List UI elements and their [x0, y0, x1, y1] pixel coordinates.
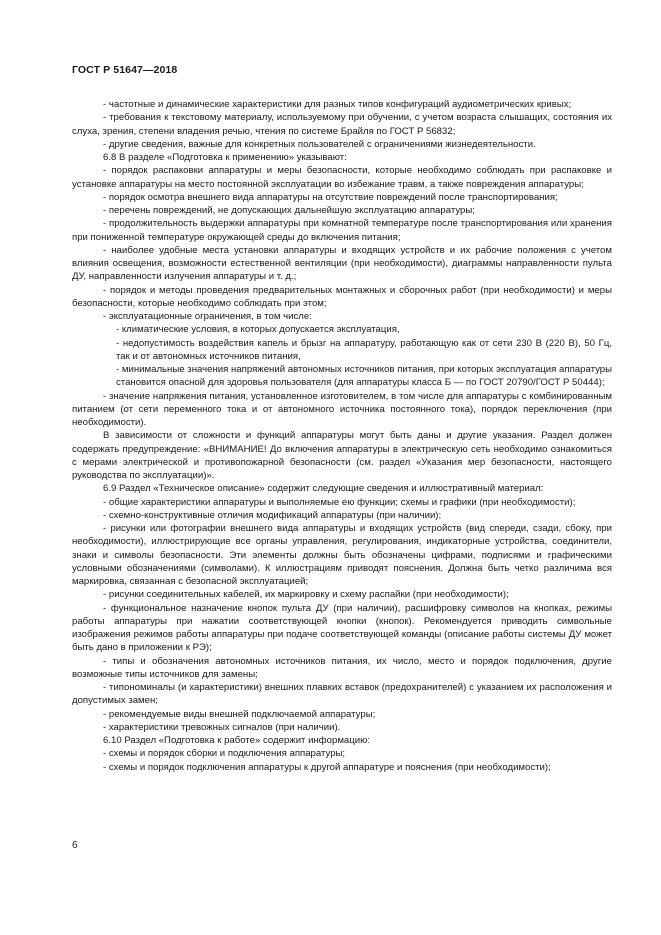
paragraph: - типы и обозначения автономных источников питания, их число, место и порядок подключения, другие возможные типы источников для замены;	[72, 655, 612, 680]
paragraph: - порядок и методы проведения предварительных монтажных и сборочных работ (при необходимости) и меры безопасности, которые необходимо соблюдать при этом;	[72, 284, 612, 309]
paragraph: - другие сведения, важные для конкретных пользователей с ограничениями жизнедеятельности.	[103, 138, 536, 150]
paragraph: - наиболее удобные места установки аппаратуры и входящих устройств и их рабочие положения с учетом влияния освещения, возможности естественной вентиляции (при необходимости), диаграммы направленности пульта ДУ, направленности излучения аппаратуры и т. д.;	[72, 244, 612, 283]
paragraph: - рисунки или фотографии внешнего вида аппаратуры и входящих устройств (вид спереди, сзади, сбоку, при необходимости), иллюстрирующие все органы управления, регулирования, индикаторные устройства, соединители, знаки и символы безопасности. Эти элементы должны быть обозначены цифрами, подписями и графическими условными обозначениями (символами). К иллюстрациям приводят пояснения. Должна быть четко различима вся маркировка, связанная с безопасной эксплуатацией;	[72, 523, 612, 587]
section-heading-6-8: 6.8 В разделе «Подготовка к применению» указывают:	[103, 152, 347, 163]
paragraph: - рекомендуемые виды внешней подключаемой аппаратуры;	[103, 708, 376, 720]
paragraph: - схемно-конструктивные отличия модификаций аппаратуры (при наличии);	[103, 509, 442, 521]
document-header: ГОСТ Р 51647—2018	[72, 64, 178, 76]
section-heading-6-9: 6.9 Раздел «Техническое описание» содержит следующие сведения и иллюстративный материал:	[103, 483, 544, 495]
paragraph: - характеристики тревожных сигналов (при наличии).	[103, 721, 341, 733]
section-heading-6-10: 6.10 Раздел «Подготовка к работе» содержит информацию:	[103, 735, 370, 746]
page-number: 6	[72, 840, 78, 851]
paragraph: - общие характеристики аппаратуры и выполняемые ею функции; схемы и графики (при необходимости);	[103, 496, 576, 508]
sub-list-item: - минимальные значения напряжений автономных источников питания, при которых эксплуатация аппаратуры становится опасной для здоровья пользователя (для аппаратуры класса Б — по ГОСТ 20790/ГОСТ Р 50444);	[116, 364, 612, 389]
sub-list-item: - климатические условия, в которых допускается эксплуатация,	[116, 324, 400, 336]
paragraph: - рисунки соединительных кабелей, их маркировку и схему распайки (при необходимости);	[103, 589, 509, 601]
sub-list-item: - недопустимость воздействия капель и брызг на аппаратуру, работающую как от сети 230 В (220 В), 50 Гц, так и от автономных источников питания,	[116, 337, 612, 362]
paragraph: - порядок осмотра внешнего вида аппаратуры на отсутствие повреждений после транспортирования;	[103, 191, 558, 203]
paragraph: - эксплуатационные ограничения, в том числе:	[103, 311, 312, 322]
paragraph: - перечень повреждений, не допускающих дальнейшую эксплуатацию аппаратуры;	[103, 205, 475, 216]
paragraph: - частотные и динамические характеристики для разных типов конфигураций аудиометрических кривых;	[103, 99, 572, 110]
paragraph: - типономиналы (и характеристики) внешних плавких вставок (предохранителей) с указанием их расположения и допустимых замен;	[72, 682, 612, 707]
paragraph: - порядок распаковки аппаратуры и меры безопасности, которые необходимо соблюдать при распаковке и установке аппаратуры на место постоянной эксплуатации во избежание травм, а также повреждения аппаратуры;	[72, 165, 612, 190]
paragraph: - значение напряжения питания, установленное изготовителем, в том числе для аппаратуры с комбинированным питанием (от сети переменного тока и от автономного источника постоянного тока), порядок переключения (при необходимости).	[72, 390, 612, 428]
paragraph: - схемы и порядок подключения аппаратуры к другой аппаратуре и пояснения (при необходимости);	[103, 761, 551, 773]
paragraph: - схемы и порядок сборки и подключения аппаратуры;	[103, 748, 346, 760]
paragraph: В зависимости от сложности и функций аппаратуры могут быть даны и другие указания. Раздел должен содержать предупреждение: «ВНИМАНИЕ! До включения аппаратуры в электрическую сеть необходимо ознакомиться с мерами электрической и противопожарной безопасности (см. раздел «Указания мер безопасности, настоящего руководства по эксплуатации)».	[72, 430, 612, 481]
document-body	[72, 98, 612, 774]
paragraph: - продолжительность выдержки аппаратуры при комнатной температуре после транспортирования или хранения при пониженной температуре окружающей среды до включения питания;	[72, 218, 612, 243]
paragraph: - функциональное назначение кнопок пульта ДУ (при наличии), расшифровку символов на кнопках, режимы работы аппаратуры при нажатии соответствующей кнопки (кнопок). Рекомендуется приводить символьные изображения режимов работы аппаратуры при подаче соответствующей команды (описание работы системы ДУ может быть дано в приложении к РЭ);	[72, 602, 612, 654]
paragraph: - требования к текстовому материалу, используемому при обучении, с учетом возраста слышащих, состояния их слуха, зрения, степени владения речью, чтения по системе Брайля по ГОСТ Р 56832;	[72, 112, 612, 137]
